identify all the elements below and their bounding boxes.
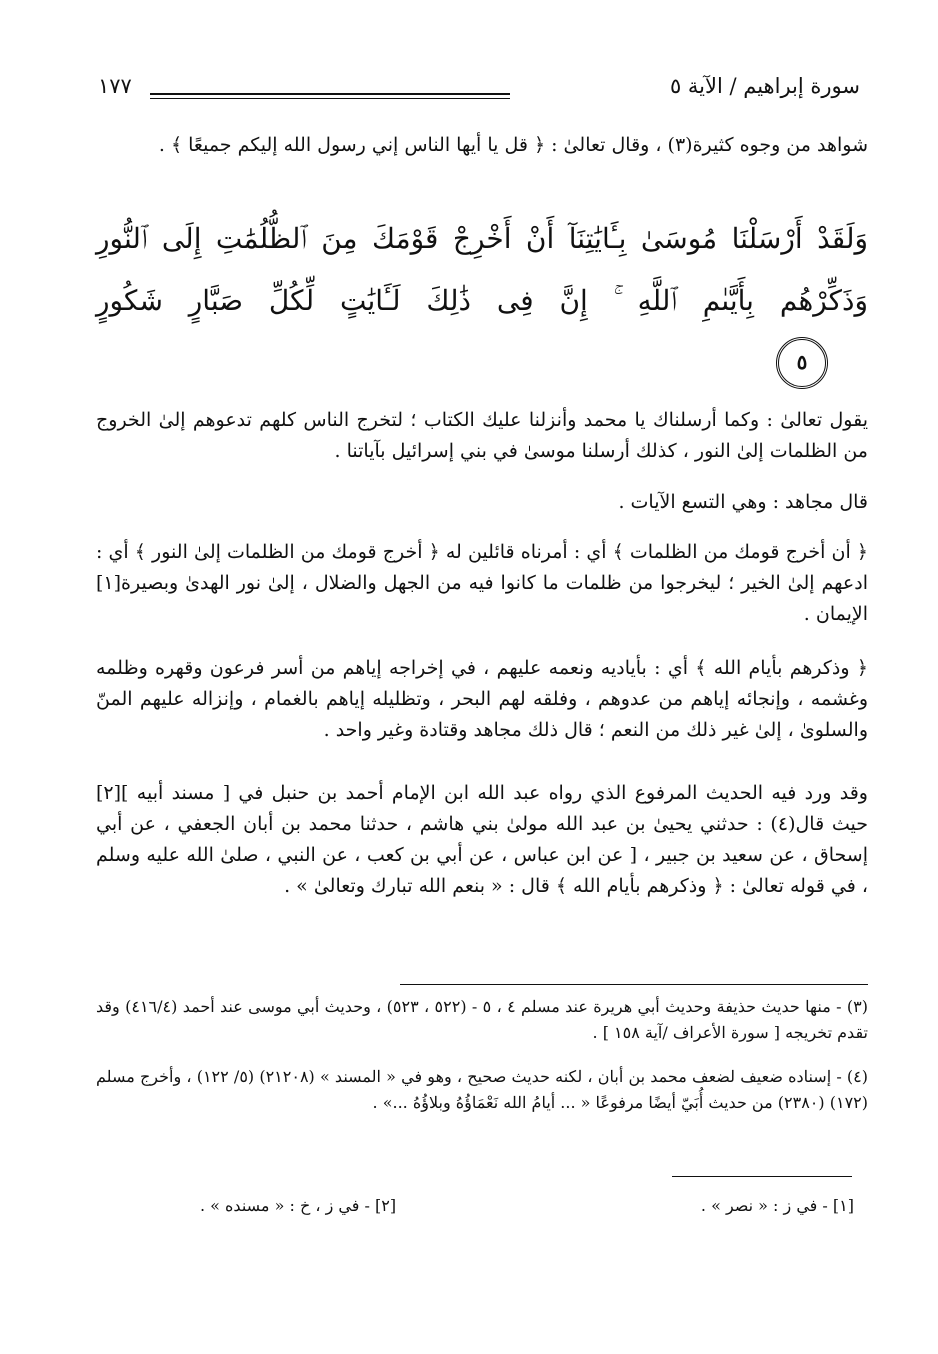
quran-verse: وَلَقَدْ أَرْسَلْنَا مُوسَىٰ بِـَٔايَٰتِنَآ أَنْ أَخْرِجْ قَوْمَكَ مِنَ ٱلظُّلُمَٰتِ إِلَى ٱلنُّورِ وَذَكِّرْهُم بِأَيَّىٰمِ ٱللَّهِ ۚ إِنَّ فِى ذَٰلِكَ لَـَٔايَٰتٍ لِّكُلِّ صَبَّارٍ شَكُورٍ xyxy=(96,222,868,317)
footnote-4: (٤) - إسناده ضعيف لضعف محمد بن أبان ، لكنه حديث صحيح ، وهو في « المسند » (٢١٢٠٨) (٥/ ١٢٢) ، وأخرج مسلم (١٧٢) (٢٣٨٠) من حديث أُبَيّ أيضًا مرفوعًا « ... أيامُ الله نَعْمَاؤُهُ وبلاؤُهُ ...» . xyxy=(96,1067,869,1112)
annotation-1: [١] - في ز : « نصر » . xyxy=(700,1196,854,1215)
footnote-rule xyxy=(400,984,868,985)
paragraph-tafsir-1: يقول تعالىٰ : وكما أرسلناك يا محمد وأنزلنا عليك الكتاب ؛ لتخرج الناس كلهم تدعوهم إلىٰ الخروج من الظلمات إلىٰ النور ، كذلك أرسلنا موسىٰ في بني إسرائيل بآياتنا . xyxy=(96,409,868,462)
header-rule-thin xyxy=(150,98,510,99)
paragraph-tafsir-3: ﴿ وذكرهم بأيام الله ﴾ أي : بأياديه ونعمه عليهم ، في إخراجه إياهم من أسر فرعون وقهره وظلمه وغشمه ، وإنجائه إياهم من عدوهم ، وفلقه لهم البحر ، وتظليله إياهم بالغمام ، وإنزاله عليهم المنّ والسلوىٰ ، إلىٰ غير ذلك من النعم ؛ قال ذلك مجاهد وقتادة وغير واحد . xyxy=(96,657,869,741)
page-number: ١٧٧ xyxy=(98,74,132,98)
annotation-2: [٢] - في ز ، خ : « مسنده » . xyxy=(200,1196,397,1215)
paragraph-tafsir-2: ﴿ أن أخرج قومك من الظلمات ﴾ أي : أمرناه قائلين له ﴿ أخرج قومك من الظلمات إلىٰ النور ﴾ أي : ادعهم إلىٰ الخير ؛ ليخرجوا من ظلمات ما كانوا فيه من الجهل والضلال ، إلىٰ نور الهدىٰ وبصيرة[١] الإيمان . xyxy=(96,541,868,625)
footnote-3: (٣) - منها حديث حذيفة وحديث أبي هريرة عند مسلم ٤ ، ٥ - (٥٢٢ ، ٥٢٣) ، وحديث أبي موسى عند أحمد (٤١٦/٤) وقد تقدم تخريجه [ سورة الأعراف /آية ١٥٨ ] . xyxy=(96,997,868,1042)
paragraph-mujahid: قال مجاهد : وهي التسع الآيات . xyxy=(618,491,868,513)
paragraph-hadith: وقد ورد فيه الحديث المرفوع الذي رواه عبد الله ابن الإمام أحمد بن حنبل في [ مسند أبيه ][٢] حيث قال(٤) : حدثني يحيىٰ بن عبد الله مولىٰ بني هاشم ، حدثنا محمد بن أبان الجعفي ، عن أبي إسحاق ، عن سعيد بن جبير ، [ عن ابن عباس ، عن أبي بن كعب ، عن النبي ، صلىٰ الله عليه وسلم ، في قوله تعالىٰ : ﴿ وذكرهم بأيام الله ﴾ قال : « بنعم الله تبارك وتعالىٰ » . xyxy=(96,782,868,897)
ayah-number-mark: ٥ xyxy=(776,337,828,389)
annotation-rule xyxy=(672,1176,852,1177)
running-header-title: سورة إبراهيم / الآية ٥ xyxy=(669,74,860,98)
header-rule xyxy=(150,93,510,95)
paragraph-intro: شواهد من وجوه كثيرة(٣) ، وقال تعالىٰ : ﴿ قل يا أيها الناس إني رسول الله إليكم جميعًا ﴾ . xyxy=(158,134,868,156)
